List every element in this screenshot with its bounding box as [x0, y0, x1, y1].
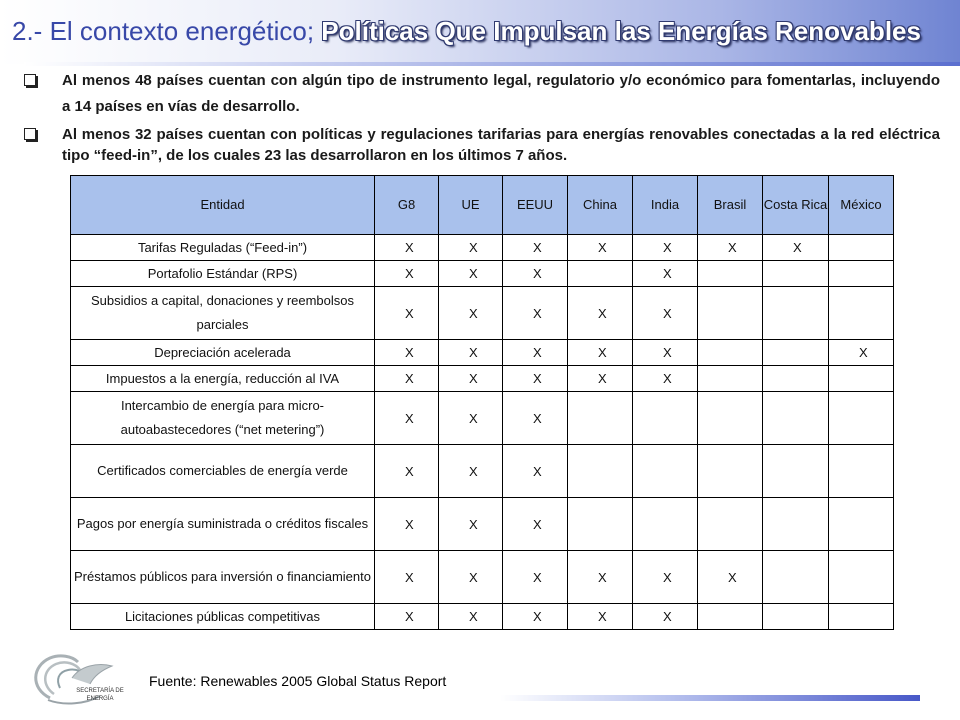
logo-text-line2: ENERGÍA: [86, 696, 114, 702]
table-row: [71, 366, 894, 392]
table-cell-mark: X: [633, 261, 698, 287]
table-cell-mark: X: [439, 340, 503, 366]
table-cell-mark: X: [375, 261, 439, 287]
table-cell-mark: [763, 340, 829, 366]
table-cell-mark: [698, 498, 763, 551]
header-brasil: Brasil: [698, 176, 763, 235]
table-cell-mark: X: [763, 235, 829, 261]
checkbox-bullet-icon: [24, 74, 36, 86]
table-cell-mark: [829, 366, 894, 392]
header-china: China: [568, 176, 633, 235]
table-cell-mark: X: [633, 287, 698, 340]
table-cell-mark: [698, 445, 763, 498]
logo-text-line1: SECRETARÍA DE: [76, 688, 124, 694]
table-cell-mark: X: [503, 551, 568, 604]
table-cell-mark: X: [503, 340, 568, 366]
footer-bar: [500, 695, 920, 701]
policy-table: [70, 175, 894, 630]
table-cell-mark: [568, 261, 633, 287]
table-cell-mark: [698, 366, 763, 392]
table-row: [71, 235, 894, 261]
checkbox-bullet-icon: [24, 128, 36, 140]
table-cell-mark: [763, 287, 829, 340]
table-cell-mark: X: [439, 366, 503, 392]
table-cell-entidad: Tarifas Reguladas (“Feed-in”): [71, 235, 375, 261]
table-cell-mark: [698, 287, 763, 340]
table-cell-mark: X: [829, 340, 894, 366]
table-cell-mark: X: [568, 551, 633, 604]
table-cell-mark: X: [375, 392, 439, 445]
table-cell-mark: [698, 261, 763, 287]
table-cell-mark: X: [439, 392, 503, 445]
table-cell-mark: X: [375, 287, 439, 340]
table-cell-mark: [568, 445, 633, 498]
table-row: [71, 551, 894, 604]
header-g8: G8: [375, 176, 439, 235]
table-cell-mark: [698, 340, 763, 366]
table-cell-mark: [763, 261, 829, 287]
table-row: [71, 261, 894, 287]
table-cell-mark: [829, 287, 894, 340]
table-cell-mark: X: [439, 498, 503, 551]
table-cell-entidad: Portafolio Estándar (RPS): [71, 261, 375, 287]
table-cell-entidad: Licitaciones públicas competitivas: [71, 604, 375, 630]
header-mexico: México: [829, 176, 894, 235]
bullet-item: [20, 68, 940, 120]
table-body: [71, 235, 894, 630]
table-cell-mark: X: [698, 551, 763, 604]
table-cell-mark: [763, 392, 829, 445]
table-cell-mark: X: [375, 498, 439, 551]
table-cell-entidad: Impuestos a la energía, reducción al IVA: [71, 366, 375, 392]
table-cell-mark: X: [439, 287, 503, 340]
bullet-text: Al menos 48 países cuentan con algún tipo de instrumento legal, regulatorio y/o económico para fomentarlas, incluyendo a 14 países en vías de desarrollo.: [62, 72, 940, 115]
table-cell-mark: X: [439, 261, 503, 287]
table-cell-mark: [633, 445, 698, 498]
table-cell-mark: X: [568, 366, 633, 392]
table-cell-mark: X: [375, 235, 439, 261]
table-cell-mark: X: [633, 340, 698, 366]
table-cell-mark: X: [503, 366, 568, 392]
table-cell-mark: [763, 498, 829, 551]
slide-title: [12, 16, 921, 47]
table-cell-mark: X: [698, 235, 763, 261]
table-row: [71, 340, 894, 366]
table-cell-mark: X: [568, 235, 633, 261]
table-cell-mark: X: [503, 604, 568, 630]
bullet-list: [20, 68, 940, 166]
table-row: [71, 498, 894, 551]
table-cell-entidad: Subsidios a capital, donaciones y reembolsos parciales: [71, 287, 375, 340]
table-cell-mark: [568, 392, 633, 445]
table-header-row: [71, 176, 894, 235]
table-cell-entidad: Depreciación acelerada: [71, 340, 375, 366]
table-cell-mark: [763, 551, 829, 604]
table-cell-entidad: Intercambio de energía para micro-autoabastecedores (“net metering”): [71, 392, 375, 445]
table-row: [71, 392, 894, 445]
table-cell-mark: X: [633, 235, 698, 261]
table-cell-mark: X: [633, 551, 698, 604]
table-cell-mark: X: [503, 392, 568, 445]
table-cell-mark: [829, 498, 894, 551]
table-cell-mark: X: [439, 235, 503, 261]
table-cell-mark: X: [633, 366, 698, 392]
table-cell-mark: X: [568, 340, 633, 366]
title-underline: [24, 62, 960, 66]
table-cell-entidad: Certificados comerciables de energía verde: [71, 445, 375, 498]
table-cell-mark: X: [503, 287, 568, 340]
table-cell-entidad: Préstamos públicos para inversión o financiamiento: [71, 551, 375, 604]
table-cell-mark: [829, 261, 894, 287]
table-cell-mark: X: [439, 551, 503, 604]
table-cell-mark: X: [568, 604, 633, 630]
header-ue: UE: [439, 176, 503, 235]
slide-title-prefix: 2.- El contexto energético;: [12, 16, 322, 46]
source-note: Fuente: Renewables 2005 Global Status Report: [149, 673, 447, 689]
header-costa-rica: Costa Rica: [763, 176, 829, 235]
table-cell-mark: X: [439, 604, 503, 630]
table-cell-mark: [763, 366, 829, 392]
table-cell-mark: X: [568, 287, 633, 340]
table-cell-mark: X: [503, 445, 568, 498]
table-cell-entidad: Pagos por energía suministrada o créditos fiscales: [71, 498, 375, 551]
table-cell-mark: X: [439, 445, 503, 498]
header-india: India: [633, 176, 698, 235]
table-cell-mark: X: [375, 551, 439, 604]
slide-title-main: Políticas Que Impulsan las Energías Renovables: [321, 16, 921, 46]
table-cell-mark: [763, 604, 829, 630]
header-entidad: Entidad: [71, 176, 375, 235]
table-row: [71, 604, 894, 630]
table-cell-mark: X: [503, 498, 568, 551]
table-row: [71, 445, 894, 498]
table-cell-mark: [829, 392, 894, 445]
table-cell-mark: [829, 551, 894, 604]
table-cell-mark: [633, 498, 698, 551]
header-eeuu: EEUU: [503, 176, 568, 235]
bullet-text: Al menos 32 países cuentan con políticas y regulaciones tarifarias para energías renovables conectadas a la red eléctrica tipo “feed-in”, de los cuales 23 las desarrollaron en los últimos 7 años.: [62, 126, 940, 164]
table-cell-mark: [698, 604, 763, 630]
table-cell-mark: [829, 235, 894, 261]
table-cell-mark: X: [503, 261, 568, 287]
table-cell-mark: [763, 445, 829, 498]
table-row: [71, 287, 894, 340]
table-cell-mark: X: [375, 604, 439, 630]
table-cell-mark: X: [375, 340, 439, 366]
table-cell-mark: [829, 604, 894, 630]
table-cell-mark: [698, 392, 763, 445]
table-cell-mark: X: [633, 604, 698, 630]
table-cell-mark: [568, 498, 633, 551]
table-cell-mark: X: [375, 366, 439, 392]
table-cell-mark: X: [503, 235, 568, 261]
table-cell-mark: [633, 392, 698, 445]
table-cell-mark: X: [375, 445, 439, 498]
table-cell-mark: [829, 445, 894, 498]
bullet-item: [20, 124, 940, 166]
